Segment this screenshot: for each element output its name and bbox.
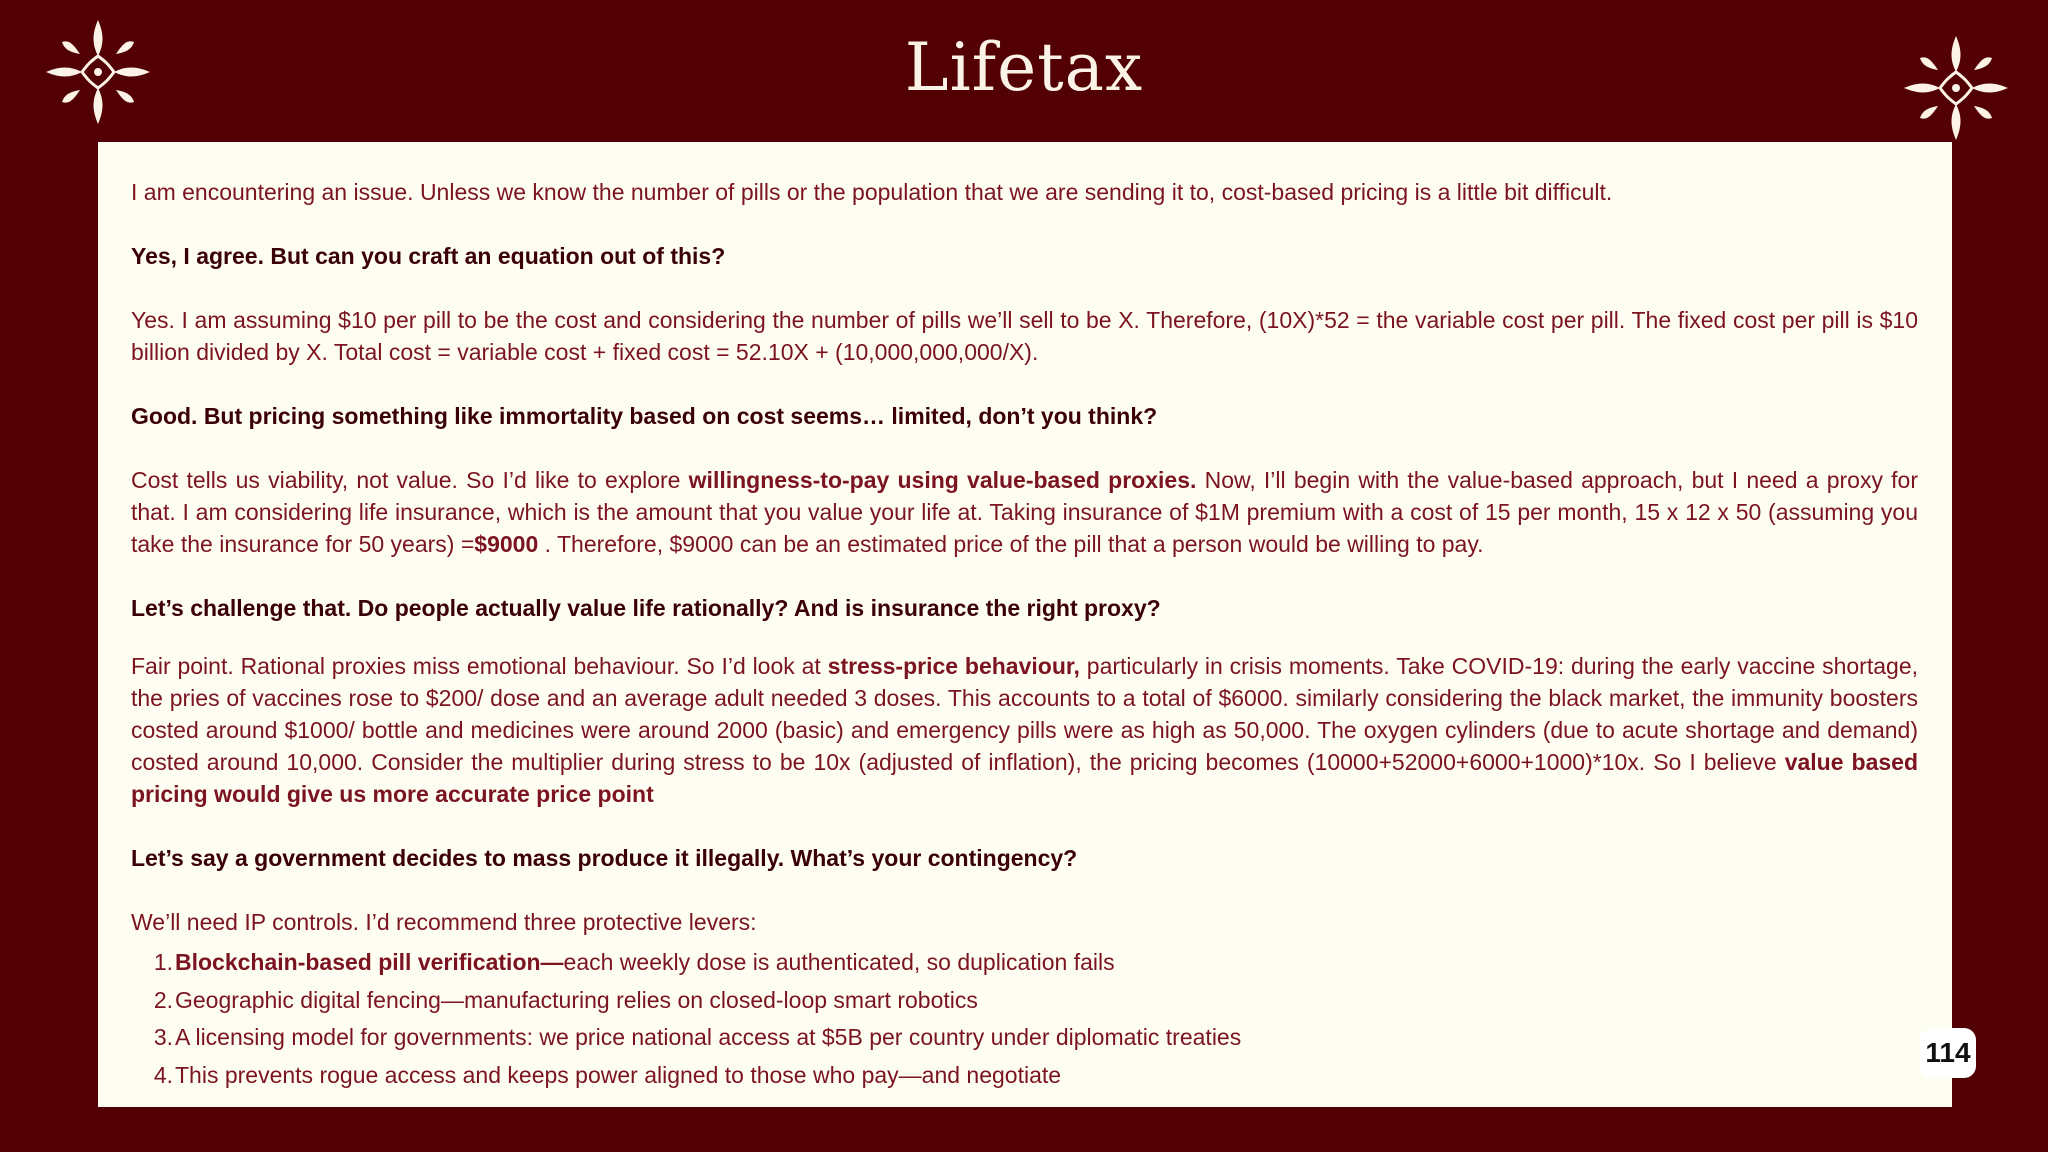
- answer-3-text-end: . Therefore, $9000 can be an estimated price of the pill that a person would be willing to pay.: [538, 531, 1484, 557]
- answer-3: [131, 464, 1918, 560]
- page-title: Lifetax: [904, 29, 1144, 106]
- answer-3-text: Cost tells us viability, not value. So I’d like to explore: [131, 467, 689, 493]
- list-item: [131, 1057, 1918, 1095]
- list-item: [131, 1019, 1918, 1057]
- list-item: [131, 982, 1918, 1020]
- list-item-number: 3.: [153, 1024, 173, 1050]
- list-item-text: This prevents rogue access and keeps power aligned to those who pay—and negotiate: [175, 1061, 1062, 1088]
- answer-4-highlight: stress-price behaviour,: [827, 653, 1080, 679]
- answer-4-text: Fair point. Rational proxies miss emotional behaviour. So I’d look at: [131, 653, 828, 679]
- list-item-number: 4.: [153, 1061, 173, 1088]
- list-item: [131, 944, 1918, 982]
- answer-4-conclusion: value based pricing would give us more accurate price point: [131, 749, 1918, 807]
- answer-4-text-mid: particularly in crisis moments. Take COVID-19: during the early vaccine shortage, the pries of vaccines rose to $200/ dose and an average adult needed 3 doses. This accounts to a total of $6000. similarly considering the black market, the immunity boosters costed around $1000/ bottle and medicines were around 2000 (basic) and emergency pills were as high as 50,000. The oxygen cylinders (due to acute shortage and demand) costed around 10,000. Consider the multiplier during stress to be 10x (adjusted of inflation), the pricing becomes (10000+52000+6000+1000)*10x. So I believe: [131, 653, 1918, 775]
- question-4: Let’s say a government decides to mass produce it illegally. What’s your contingency?: [131, 845, 1078, 871]
- answer-5: We’ll need IP controls. I’d recommend three protective levers:: [131, 909, 757, 935]
- question-1: Yes, I agree. But can you craft an equation out of this?: [131, 243, 726, 269]
- list-item-text: Geographic digital fencing—manufacturing relies on closed-loop smart robotics: [175, 986, 978, 1013]
- levers-list: [131, 944, 1918, 1094]
- answer-3-price: $9000: [474, 531, 539, 557]
- question-3: Let’s challenge that. Do people actually value life rationally? And is insurance the right proxy?: [131, 595, 1161, 621]
- list-item-bold: Blockchain-based pill verification—: [175, 949, 564, 975]
- content-panel: [98, 142, 1952, 1107]
- list-item-text: A licensing model for governments: we price national access at $5B per country under diplomatic treaties: [175, 1024, 1242, 1050]
- answer-3-highlight: willingness-to-pay using value-based proxies.: [688, 467, 1197, 493]
- answer-1: I am encountering an issue. Unless we know the number of pills or the population that we are sending it to, cost-based pricing is a little bit difficult.: [131, 179, 1613, 205]
- answer-2: Yes. I am assuming $10 per pill to be the cost and considering the number of pills we’ll sell to be X. Therefore, (10X)*52 = the variable cost per pill. The fixed cost per pill is $10 billion divided by X. Total cost = variable cost + fixed cost = 52.10X + (10,000,000,000/X).: [131, 307, 1918, 365]
- page-number-badge: 114: [1920, 1028, 1976, 1078]
- answer-4: [131, 650, 1918, 810]
- list-item-number: 1.: [153, 949, 173, 975]
- answer-3-text-mid: Now, I’ll begin with the value-based approach, but I need a proxy for that. I am considering life insurance, which is the amount that you value your life at. Taking insurance of $1M premium with a cost of 15 per month, 15 x 12 x 50 (assuming you take the insurance for 50 years) =: [131, 467, 1918, 557]
- question-2: Good. But pricing something like immortality based on cost seems… limited, don’t you think?: [131, 403, 1158, 429]
- list-item-text: each weekly dose is authenticated, so duplication fails: [563, 949, 1115, 975]
- list-item-number: 2.: [153, 986, 173, 1013]
